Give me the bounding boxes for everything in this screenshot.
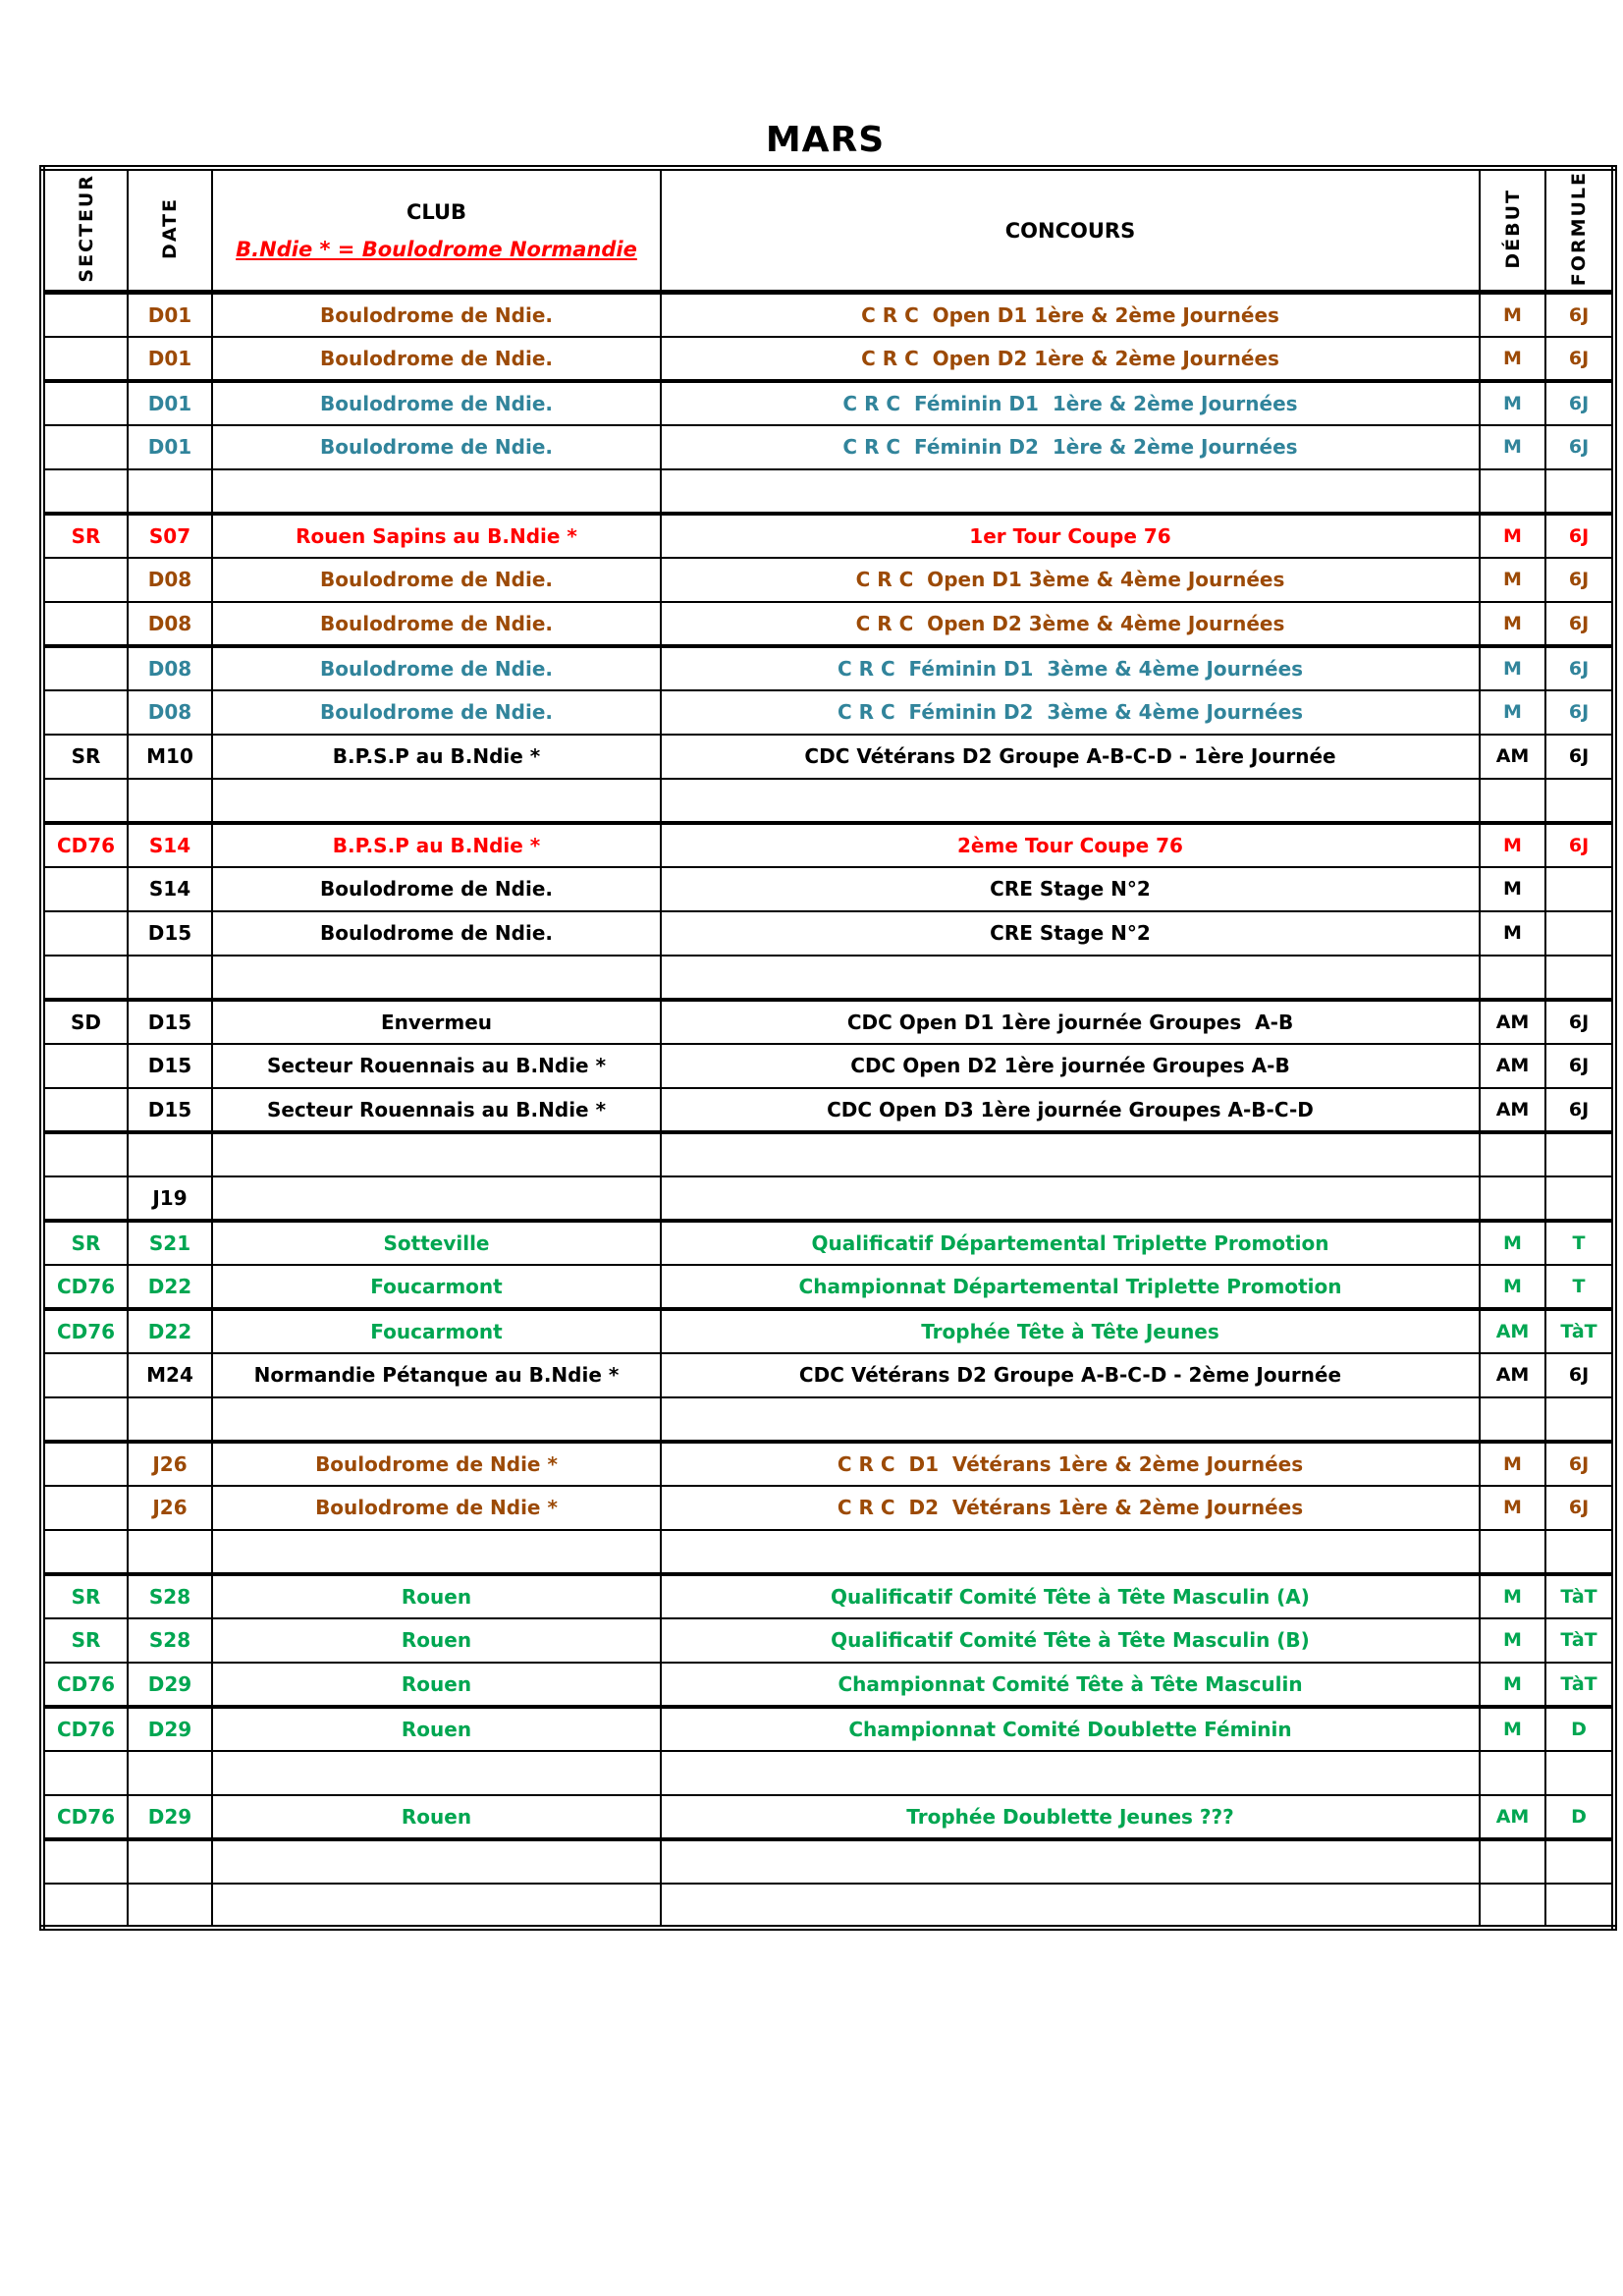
cell-date: D22 <box>128 1265 212 1309</box>
cell-club <box>212 779 661 823</box>
cell-formule: 6J <box>1545 514 1614 558</box>
cell-club: Boulodrome de Ndie. <box>212 558 661 602</box>
cell-club: Boulodrome de Ndie. <box>212 867 661 911</box>
cell-club <box>212 1884 661 1928</box>
cell-secteur <box>42 1839 128 1884</box>
table-row <box>42 690 1614 735</box>
table-row <box>42 735 1614 779</box>
cell-concours <box>661 1530 1480 1574</box>
cell-debut <box>1480 1884 1545 1928</box>
table-row <box>42 1397 1614 1442</box>
cell-date: D01 <box>128 337 212 381</box>
page-title: MARS <box>765 120 886 160</box>
cell-concours <box>661 1884 1480 1928</box>
cell-date: D08 <box>128 690 212 735</box>
secteur-header-label: SECTEUR <box>75 174 97 283</box>
cell-formule <box>1545 1884 1614 1928</box>
cell-secteur <box>42 1486 128 1530</box>
table-row <box>42 1751 1614 1795</box>
cell-date: D15 <box>128 1000 212 1044</box>
cell-concours: 2ème Tour Coupe 76 <box>661 823 1480 867</box>
cell-secteur: SR <box>42 514 128 558</box>
cell-date: S07 <box>128 514 212 558</box>
cell-debut: M <box>1480 867 1545 911</box>
cell-formule: 6J <box>1545 1442 1614 1486</box>
cell-club <box>212 1530 661 1574</box>
cell-date <box>128 956 212 1000</box>
cell-club: Boulodrome de Ndie. <box>212 911 661 956</box>
cell-date: D15 <box>128 1088 212 1132</box>
cell-club: Rouen <box>212 1707 661 1751</box>
table-row <box>42 514 1614 558</box>
table-row <box>42 1221 1614 1265</box>
cell-formule: TàT <box>1545 1618 1614 1663</box>
cell-secteur: CD76 <box>42 1707 128 1751</box>
cell-debut: M <box>1480 381 1545 425</box>
cell-secteur <box>42 1442 128 1486</box>
cell-debut: M <box>1480 911 1545 956</box>
cell-debut: M <box>1480 293 1545 337</box>
cell-club: B.P.S.P au B.Ndie * <box>212 823 661 867</box>
cell-date: D01 <box>128 425 212 469</box>
cell-secteur: CD76 <box>42 823 128 867</box>
cell-date: D08 <box>128 646 212 690</box>
cell-date: D22 <box>128 1309 212 1353</box>
cell-club: Rouen <box>212 1795 661 1839</box>
cell-secteur <box>42 293 128 337</box>
cell-club: Boulodrome de Ndie. <box>212 337 661 381</box>
cell-date <box>128 469 212 514</box>
cell-club: Sotteville <box>212 1221 661 1265</box>
cell-secteur <box>42 602 128 646</box>
table-row <box>42 956 1614 1000</box>
table-row <box>42 823 1614 867</box>
cell-secteur: SD <box>42 1000 128 1044</box>
cell-debut: M <box>1480 1486 1545 1530</box>
cell-concours: C R C Open D2 3ème & 4ème Journées <box>661 602 1480 646</box>
cell-secteur: CD76 <box>42 1663 128 1707</box>
cell-concours: C R C Open D1 1ère & 2ème Journées <box>661 293 1480 337</box>
cell-formule <box>1545 1751 1614 1795</box>
cell-concours: CRE Stage N°2 <box>661 867 1480 911</box>
table-row <box>42 469 1614 514</box>
cell-formule: 6J <box>1545 1353 1614 1397</box>
cell-club: Rouen Sapins au B.Ndie * <box>212 514 661 558</box>
cell-concours: CDC Open D1 1ère journée Groupes A-B <box>661 1000 1480 1044</box>
cell-club: Rouen <box>212 1574 661 1618</box>
cell-date: D29 <box>128 1663 212 1707</box>
cell-date <box>128 1530 212 1574</box>
cell-concours <box>661 1397 1480 1442</box>
cell-secteur <box>42 867 128 911</box>
cell-formule <box>1545 1397 1614 1442</box>
cell-formule: TàT <box>1545 1663 1614 1707</box>
cell-secteur <box>42 646 128 690</box>
cell-formule: TàT <box>1545 1574 1614 1618</box>
cell-debut: M <box>1480 1707 1545 1751</box>
cell-debut <box>1480 1132 1545 1176</box>
formule-header-label: FORMULE <box>1568 171 1590 287</box>
cell-secteur <box>42 1530 128 1574</box>
cell-formule: 6J <box>1545 646 1614 690</box>
cell-club <box>212 1132 661 1176</box>
cell-debut: M <box>1480 337 1545 381</box>
table-row <box>42 1442 1614 1486</box>
cell-concours <box>661 956 1480 1000</box>
cell-concours: C R C D1 Vétérans 1ère & 2ème Journées <box>661 1442 1480 1486</box>
cell-secteur <box>42 1884 128 1928</box>
cell-date: M10 <box>128 735 212 779</box>
table-row <box>42 1265 1614 1309</box>
cell-debut: AM <box>1480 1088 1545 1132</box>
cell-date <box>128 1884 212 1928</box>
cell-debut: M <box>1480 514 1545 558</box>
cell-concours: Trophée Tête à Tête Jeunes <box>661 1309 1480 1353</box>
table-row <box>42 1795 1614 1839</box>
cell-debut <box>1480 1839 1545 1884</box>
table-row <box>42 867 1614 911</box>
cell-club: Boulodrome de Ndie. <box>212 690 661 735</box>
cell-concours: C R C Féminin D2 1ère & 2ème Journées <box>661 425 1480 469</box>
cell-club: Secteur Rouennais au B.Ndie * <box>212 1044 661 1088</box>
cell-debut <box>1480 956 1545 1000</box>
table-row <box>42 1663 1614 1707</box>
cell-debut: M <box>1480 823 1545 867</box>
cell-secteur <box>42 1397 128 1442</box>
cell-secteur <box>42 779 128 823</box>
cell-formule <box>1545 1132 1614 1176</box>
cell-concours: C R C Féminin D1 3ème & 4ème Journées <box>661 646 1480 690</box>
table-row <box>42 1044 1614 1088</box>
cell-secteur <box>42 337 128 381</box>
table-row <box>42 1000 1614 1044</box>
cell-secteur <box>42 911 128 956</box>
cell-debut: M <box>1480 425 1545 469</box>
cell-club: Foucarmont <box>212 1265 661 1309</box>
cell-concours: CDC Open D2 1ère journée Groupes A-B <box>661 1044 1480 1088</box>
cell-date <box>128 1839 212 1884</box>
cell-concours: C R C Féminin D2 3ème & 4ème Journées <box>661 690 1480 735</box>
table-row <box>42 1839 1614 1884</box>
column-header-concours <box>661 168 1480 293</box>
table-row <box>42 558 1614 602</box>
cell-formule: TàT <box>1545 1309 1614 1353</box>
cell-debut: M <box>1480 1442 1545 1486</box>
cell-club <box>212 956 661 1000</box>
cell-club: Foucarmont <box>212 1309 661 1353</box>
column-header-club <box>212 168 661 293</box>
cell-formule: T <box>1545 1221 1614 1265</box>
cell-club: Rouen <box>212 1663 661 1707</box>
table-row <box>42 1132 1614 1176</box>
cell-debut: M <box>1480 558 1545 602</box>
table-row <box>42 337 1614 381</box>
cell-concours: Championnat Comité Doublette Féminin <box>661 1707 1480 1751</box>
debut-header-label: DÉBUT <box>1501 188 1524 269</box>
cell-formule <box>1545 1839 1614 1884</box>
cell-formule: 6J <box>1545 337 1614 381</box>
cell-date: D01 <box>128 381 212 425</box>
cell-date: J26 <box>128 1486 212 1530</box>
cell-concours <box>661 469 1480 514</box>
cell-club: Boulodrome de Ndie. <box>212 425 661 469</box>
cell-concours: C R C Féminin D1 1ère & 2ème Journées <box>661 381 1480 425</box>
cell-club: Boulodrome de Ndie. <box>212 293 661 337</box>
cell-secteur <box>42 956 128 1000</box>
cell-secteur: SR <box>42 1221 128 1265</box>
cell-formule <box>1545 779 1614 823</box>
cell-debut: M <box>1480 646 1545 690</box>
cell-formule <box>1545 1530 1614 1574</box>
cell-debut: AM <box>1480 1795 1545 1839</box>
cell-date: J19 <box>128 1176 212 1221</box>
cell-concours <box>661 1839 1480 1884</box>
cell-formule: 6J <box>1545 1088 1614 1132</box>
cell-date: S28 <box>128 1574 212 1618</box>
cell-date: D15 <box>128 911 212 956</box>
cell-formule: 6J <box>1545 1044 1614 1088</box>
cell-date: D15 <box>128 1044 212 1088</box>
cell-formule: 6J <box>1545 602 1614 646</box>
cell-debut: AM <box>1480 1309 1545 1353</box>
cell-secteur: CD76 <box>42 1309 128 1353</box>
cell-date: D01 <box>128 293 212 337</box>
cell-date: M24 <box>128 1353 212 1397</box>
cell-debut: M <box>1480 1663 1545 1707</box>
cell-concours: Qualificatif Comité Tête à Tête Masculin (A) <box>661 1574 1480 1618</box>
table-row <box>42 1088 1614 1132</box>
cell-secteur: CD76 <box>42 1795 128 1839</box>
cell-club <box>212 1839 661 1884</box>
cell-formule: D <box>1545 1707 1614 1751</box>
table-row <box>42 1707 1614 1751</box>
header-row <box>42 168 1614 293</box>
cell-club: Normandie Pétanque au B.Ndie * <box>212 1353 661 1397</box>
table-row <box>42 602 1614 646</box>
cell-secteur: SR <box>42 735 128 779</box>
cell-formule: 6J <box>1545 823 1614 867</box>
schedule-table <box>39 165 1617 1931</box>
cell-club: B.P.S.P au B.Ndie * <box>212 735 661 779</box>
cell-concours <box>661 1751 1480 1795</box>
cell-club: Secteur Rouennais au B.Ndie * <box>212 1088 661 1132</box>
cell-debut: M <box>1480 602 1545 646</box>
cell-club: Boulodrome de Ndie. <box>212 602 661 646</box>
cell-formule <box>1545 1176 1614 1221</box>
cell-club: Envermeu <box>212 1000 661 1044</box>
club-header-note: B.Ndie * = Boulodrome Normandie <box>236 237 637 261</box>
table-row <box>42 911 1614 956</box>
cell-concours: Qualificatif Départemental Triplette Promotion <box>661 1221 1480 1265</box>
cell-club: Rouen <box>212 1618 661 1663</box>
cell-concours: C R C Open D2 1ère & 2ème Journées <box>661 337 1480 381</box>
cell-secteur <box>42 1132 128 1176</box>
table-row <box>42 646 1614 690</box>
cell-secteur <box>42 558 128 602</box>
cell-formule: 6J <box>1545 293 1614 337</box>
cell-formule: 6J <box>1545 1486 1614 1530</box>
cell-date <box>128 1132 212 1176</box>
cell-secteur <box>42 425 128 469</box>
cell-secteur <box>42 1176 128 1221</box>
cell-date <box>128 1751 212 1795</box>
column-header-secteur <box>42 168 128 293</box>
cell-concours: C R C Open D1 3ème & 4ème Journées <box>661 558 1480 602</box>
cell-club: Boulodrome de Ndie. <box>212 381 661 425</box>
cell-debut <box>1480 1397 1545 1442</box>
cell-debut: M <box>1480 1265 1545 1309</box>
table-row <box>42 1176 1614 1221</box>
cell-date: S21 <box>128 1221 212 1265</box>
cell-date: D08 <box>128 602 212 646</box>
cell-formule: T <box>1545 1265 1614 1309</box>
cell-secteur <box>42 1751 128 1795</box>
column-header-date <box>128 168 212 293</box>
cell-date: S28 <box>128 1618 212 1663</box>
cell-debut: M <box>1480 690 1545 735</box>
table-row <box>42 1309 1614 1353</box>
cell-concours <box>661 1132 1480 1176</box>
cell-formule: 6J <box>1545 735 1614 779</box>
cell-debut: M <box>1480 1221 1545 1265</box>
cell-concours: CDC Vétérans D2 Groupe A-B-C-D - 2ème Journée <box>661 1353 1480 1397</box>
cell-secteur <box>42 469 128 514</box>
cell-formule: 6J <box>1545 1000 1614 1044</box>
cell-concours <box>661 779 1480 823</box>
cell-debut <box>1480 1751 1545 1795</box>
club-header-label: CLUB <box>406 199 467 224</box>
cell-formule: D <box>1545 1795 1614 1839</box>
cell-concours: CRE Stage N°2 <box>661 911 1480 956</box>
cell-club <box>212 1397 661 1442</box>
date-header-label: DATE <box>159 197 181 260</box>
concours-header-label: CONCOURS <box>1004 218 1136 243</box>
cell-concours: CDC Vétérans D2 Groupe A-B-C-D - 1ère Journée <box>661 735 1480 779</box>
cell-concours: CDC Open D3 1ère journée Groupes A-B-C-D <box>661 1088 1480 1132</box>
cell-debut <box>1480 469 1545 514</box>
table-row <box>42 381 1614 425</box>
cell-secteur <box>42 1044 128 1088</box>
cell-formule <box>1545 469 1614 514</box>
cell-date: D08 <box>128 558 212 602</box>
cell-concours <box>661 1176 1480 1221</box>
cell-concours: Trophée Doublette Jeunes ??? <box>661 1795 1480 1839</box>
table-row <box>42 425 1614 469</box>
cell-secteur <box>42 1088 128 1132</box>
cell-debut <box>1480 779 1545 823</box>
cell-secteur: SR <box>42 1574 128 1618</box>
cell-formule: 6J <box>1545 381 1614 425</box>
cell-concours: C R C D2 Vétérans 1ère & 2ème Journées <box>661 1486 1480 1530</box>
cell-debut: AM <box>1480 735 1545 779</box>
cell-debut: AM <box>1480 1000 1545 1044</box>
cell-secteur <box>42 690 128 735</box>
cell-club: Boulodrome de Ndie. <box>212 646 661 690</box>
table-row <box>42 779 1614 823</box>
cell-formule: 6J <box>1545 690 1614 735</box>
column-header-formule <box>1545 168 1614 293</box>
cell-date: S14 <box>128 867 212 911</box>
cell-concours: Championnat Départemental Triplette Promotion <box>661 1265 1480 1309</box>
cell-concours: Qualificatif Comité Tête à Tête Masculin (B) <box>661 1618 1480 1663</box>
cell-secteur <box>42 381 128 425</box>
cell-formule <box>1545 956 1614 1000</box>
table-row <box>42 1530 1614 1574</box>
cell-debut: M <box>1480 1618 1545 1663</box>
cell-concours: Championnat Comité Tête à Tête Masculin <box>661 1663 1480 1707</box>
table-row <box>42 1574 1614 1618</box>
table-row <box>42 1486 1614 1530</box>
cell-club <box>212 469 661 514</box>
cell-date <box>128 1397 212 1442</box>
cell-formule <box>1545 911 1614 956</box>
schedule-body <box>42 293 1614 1928</box>
cell-club: Boulodrome de Ndie * <box>212 1442 661 1486</box>
column-header-debut <box>1480 168 1545 293</box>
cell-debut: AM <box>1480 1044 1545 1088</box>
cell-date: D29 <box>128 1707 212 1751</box>
cell-debut: AM <box>1480 1353 1545 1397</box>
cell-formule: 6J <box>1545 425 1614 469</box>
cell-date <box>128 779 212 823</box>
table-row <box>42 1618 1614 1663</box>
cell-club <box>212 1751 661 1795</box>
cell-date: J26 <box>128 1442 212 1486</box>
cell-secteur: CD76 <box>42 1265 128 1309</box>
cell-formule <box>1545 867 1614 911</box>
cell-date: S14 <box>128 823 212 867</box>
table-row <box>42 1353 1614 1397</box>
cell-secteur: SR <box>42 1618 128 1663</box>
cell-club <box>212 1176 661 1221</box>
table-row <box>42 1884 1614 1928</box>
cell-secteur <box>42 1353 128 1397</box>
cell-debut <box>1480 1176 1545 1221</box>
cell-date: D29 <box>128 1795 212 1839</box>
cell-debut <box>1480 1530 1545 1574</box>
table-row <box>42 293 1614 337</box>
cell-club: Boulodrome de Ndie * <box>212 1486 661 1530</box>
cell-concours: 1er Tour Coupe 76 <box>661 514 1480 558</box>
cell-formule: 6J <box>1545 558 1614 602</box>
cell-debut: M <box>1480 1574 1545 1618</box>
